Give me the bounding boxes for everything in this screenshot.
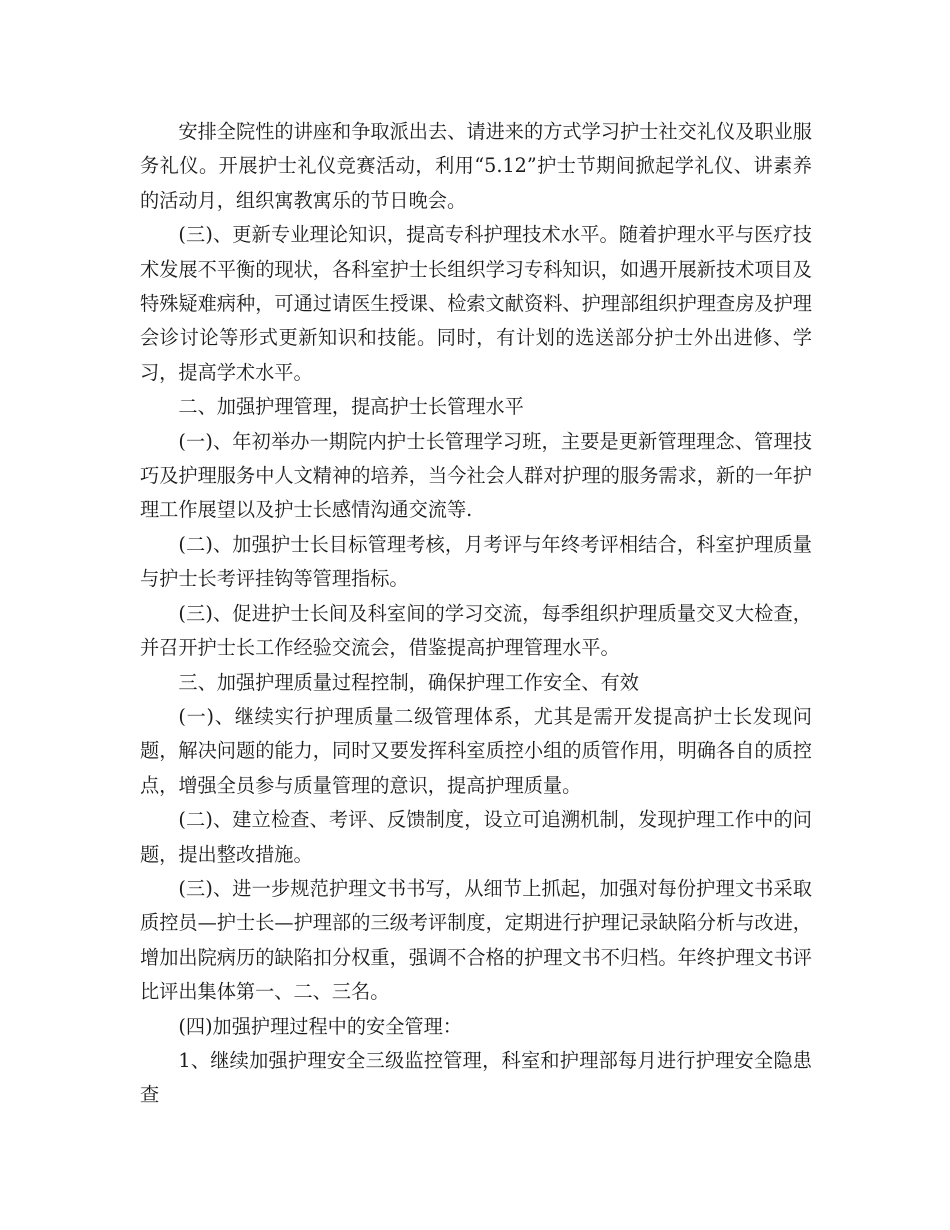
paragraph: (四)加强护理过程中的安全管理：: [178, 1014, 462, 1038]
paragraph: 安排全院性的讲座和争取派出去、请进来的方式学习护士社交礼仪及职业服务礼仪。开展护士礼仪竞赛活动，利用“5.12”护士节期间掀起学礼仪、讲素养的活动月，组织寓教寓乐的节日晚会。: [140, 120, 812, 212]
paragraph: (一)、继续实行护理质量二级管理体系，尤其是需开发提高护士长发现问题，解决问题的能力，同时又要发挥科室质控小组的质管作用，明确各自的质控点，增强全员参与质量管理的意识，提高护理质量。: [140, 704, 812, 797]
paragraph: (三)、更新专业理论知识，提高专科护理技术水平。随着护理水平与医疗技术发展不平衡的现状，各科室护士长组织学习专科知识，如遇开展新技术项目及特殊疑难病种，可通过请医生授课、检索文献资料、护理部组织护理查房及护理会诊讨论等形式更新知识和技能。同时，有计划的选送部分护士外出进修、学习，提高学术水平。: [140, 223, 812, 384]
paragraph: (二)、加强护士长目标管理考核，月考评与年终考评相结合，科室护理质量与护士长考评挂钩等管理指标。: [140, 532, 812, 591]
section-heading: 二、加强护理管理，提高护士长管理水平: [178, 395, 524, 419]
section-heading: 三、加强护理质量过程控制，确保护理工作安全、有效: [178, 670, 639, 694]
paragraph: 1、继续加强护理安全三级监控管理，科室和护理部每月进行护理安全隐患查: [140, 1048, 812, 1107]
paragraph: (三)、进一步规范护理文书书写，从细节上抓起，加强对每份护理文书采取质控员—护士长—护理部的三级考评制度，定期进行护理记录缺陷分析与改进，增加出院病历的缺陷扣分权重，强调不合格的护理文书不归档。年终护理文书评比评出集体第一、二、三名。: [140, 876, 812, 1004]
document-body: [140, 115, 812, 1113]
paragraph: (一)、年初举办一期院内护士长管理学习班，主要是更新管理理念、管理技巧及护理服务中人文精神的培养，当今社会人群对护理的服务需求，新的一年护理工作展望以及护士长感情沟通交流等.: [140, 429, 812, 522]
paragraph: (二)、建立检查、考评、反馈制度，设立可追溯机制，发现护理工作中的问题，提出整改措施。: [140, 808, 812, 866]
paragraph: (三)、促进护士长间及科室间的学习交流，每季组织护理质量交叉大检查，并召开护士长工作经验交流会，借鉴提高护理管理水平。: [140, 601, 812, 660]
